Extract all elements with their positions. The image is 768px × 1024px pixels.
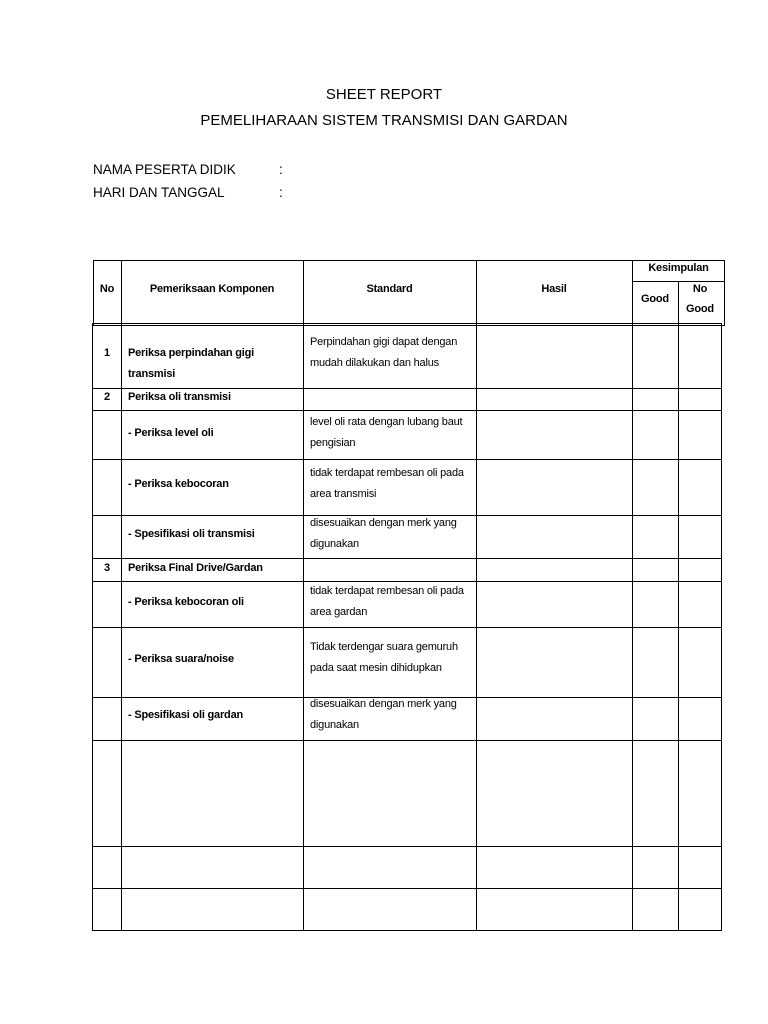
row-component: - Periksa kebocoran (128, 478, 229, 490)
row-component: Periksa Final Drive/Gardan (128, 562, 263, 574)
row-divider (92, 846, 722, 847)
header-conclusion: Kesimpulan (648, 262, 709, 274)
page-subtitle: PEMELIHARAAN SISTEM TRANSMISI DAN GARDAN (200, 112, 568, 129)
header-good: Good (641, 293, 669, 305)
row-component: Periksa oli transmisi (128, 391, 231, 403)
row-component: - Spesifikasi oli transmisi (128, 528, 255, 540)
row-standard: tidak terdapat rembesan oli pada area transmisi (310, 467, 464, 500)
row-component: - Periksa level oli (128, 427, 214, 439)
row-number: 2 (104, 391, 110, 403)
page-title: SHEET REPORT (325, 86, 443, 103)
row-standard: Tidak terdengar suara gemuruh pada saat mesin dihidupkan (310, 641, 458, 674)
date-label: HARI DAN TANGGAL (93, 185, 225, 200)
row-divider (92, 740, 722, 741)
row-component: - Spesifikasi oli gardan (128, 709, 244, 721)
row-standard: Perpindahan gigi dapat dengan mudah dilakukan dan halus (310, 336, 458, 369)
header-no-good: No Good (686, 283, 714, 315)
header-standard: Standard (366, 283, 413, 295)
header-divider (678, 281, 679, 326)
student-name-separator: : (279, 162, 283, 177)
date-field (93, 185, 283, 200)
row-divider (92, 410, 722, 411)
row-component: - Periksa kebocoran oli (128, 596, 244, 608)
row-standard: level oli rata dengan lubang baut pengisian (310, 416, 463, 449)
row-standard: tidak terdapat rembesan oli pada area gardan (310, 585, 464, 618)
row-number: 3 (104, 562, 110, 574)
header-component: Pemeriksaan Komponen (149, 283, 275, 295)
row-standard: disesuaikan dengan merk yang digunakan (310, 517, 457, 550)
header-result: Hasil (541, 283, 567, 295)
student-name-field (93, 162, 283, 177)
row-divider (92, 627, 722, 628)
row-divider (92, 459, 722, 460)
row-component: Periksa perpindahan gigi transmisi (128, 347, 255, 380)
date-separator: : (279, 185, 283, 200)
row-component: - Periksa suara/noise (128, 653, 234, 665)
row-number: 1 (104, 347, 110, 359)
row-standard: disesuaikan dengan merk yang digunakan (310, 698, 457, 731)
student-name-label: NAMA PESERTA DIDIK (93, 162, 236, 177)
row-divider (92, 888, 722, 889)
header-no: No (99, 283, 115, 295)
